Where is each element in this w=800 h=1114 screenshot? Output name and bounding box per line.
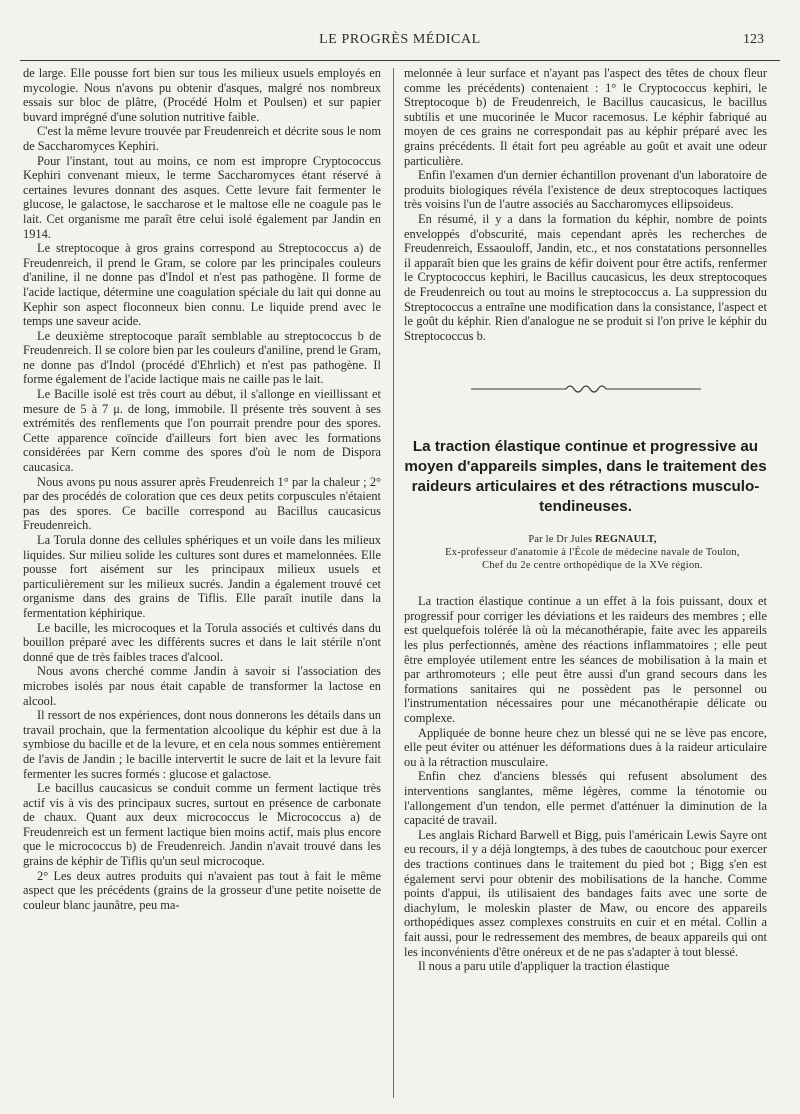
article-body xyxy=(404,594,767,973)
paragraph: Appliquée de bonne heure chez un blessé qui ne se lève pas encore, elle peut éviter ou atténuer les déformations dues à la raideur articulaire ou à la rétraction musculaire. xyxy=(404,725,767,769)
paragraph: Enfin chez d'anciens blessés qui refusent absolument des interventions sanglantes, même légères, comme la ténotomie ou l'allongement d'un tendon, elle permet d'atténuer la diminution de la capacité de travail. xyxy=(404,769,767,828)
paragraph: C'est la même levure trouvée par Freudenreich et décrite sous le nom de Saccharomyces Kephiri. xyxy=(23,124,381,153)
article-title: La traction élastique continue et progressive au moyen d'appareils simples, dans le traitement des raideurs articulaires et des rétractions musculo-tendineuses. xyxy=(404,438,767,516)
paragraph: La traction élastique continue a un effet à la fois puissant, doux et progressif pour corriger les déviations et les raideurs des membres ; elle est quelquefois tolérée là où la mécanothérapie, faite avec les appareils les plus perfectionnés, amène des réactions inflammatoires ; elle peut être employée utilement entre les séances de mobilisation à la main et par arthromoteurs ; elle peut être aussi d'un grand secours dans les formations sanitaires qui ne possèdent pas le personnel ou l'instrumentation nécessaires pour une mécanothérapie délicate ou complexe. xyxy=(404,594,767,726)
paragraph: 2° Les deux autres produits qui n'avaient pas tout à fait le même aspect que les précédents (grains de la grosseur d'une petite noisette de couleur blanc jaunâtre, peu ma- xyxy=(23,868,381,912)
byline-prefix: Par le Dr Jules xyxy=(528,534,593,546)
paragraph: Nous avons cherché comme Jandin à savoir si l'association des microbes isolés par nous était capable de transformer la lactose en alcool. xyxy=(23,664,381,708)
paragraph: Le bacillus caucasicus se conduit comme un ferment lactique très actif vis à vis des principaux sucres, surtout en présence de carbonate de chaux. Quant aux deux micrococcus le Micrococcus a) de Freudenreich est un ferment lactique bien moins actif, mais plus encore que le micrococcus b) de Freudenreich. Jandin n'avait trouvé dans les grains de képhir de Tiflis qu'un seul microcoque. xyxy=(23,781,381,869)
left-column xyxy=(23,66,381,912)
journal-title: LE PROGRÈS MÉDICAL xyxy=(319,32,481,47)
paragraph: Il ressort de nos expériences, dont nous donnerons les détails dans un travail prochain, que la fermentation alcoolique du képhir est due à la symbiose du bacille et de la levure, et en cela nous sommes entièrement de l'avis de Jandin ; le bacille intervertit le sucre de lait et la levure fait fermenter les sucres formés : glucose et galactose. xyxy=(23,708,381,781)
author-affiliation: Ex-professeur d'anatomie à l'École de médecine navale de Toulon, xyxy=(445,547,740,559)
paragraph: Enfin l'examen d'un dernier échantillon provenant d'un laboratoire de produits biologiques révéla l'existence de deux streptocoques lactiques très voisins l'un de l'autre associés au Saccharomyces ellipsoideus. xyxy=(404,168,767,212)
paragraph: Le streptocoque à gros grains correspond au Streptococcus a) de Freudenreich, il prend le Gram, se colore par les principales couleurs d'aniline, il ne donne pas d'Indol et n'est pas pathogène. Il forme de l'acide lactique, détermine une coagulation spéciale du lait qui donne au Kephir son aspect floconneux bien connu. Le liquide prend avec le temps une saveur acide. xyxy=(23,241,381,329)
paragraph: Il nous a paru utile d'appliquer la traction élastique xyxy=(418,959,670,974)
paragraph: Le Bacille isolé est très court au début, il s'allonge en vieillissant et mesure de 5 à 7 μ. de long, immobile. Il présente très souvent à ses extrémités des renflements que l'on pourrait prendre pour des spores. Cette apparence coïncide d'ailleurs fort bien avec les formations considérées par Kern comme des spores d'où le nom de Dispora caucasica. xyxy=(23,387,381,475)
paragraph: de large. Elle pousse fort bien sur tous les milieux usuels employés en mycologie. Nous n'avons pu obtenir d'asques, malgré nos nombreux essais sur bloc de plâtre, (Procédé Holm et Poulsen) et sur papier buvard imprégné d'une solution nutritive faible. xyxy=(23,66,381,124)
right-column xyxy=(404,66,767,974)
paragraph: Pour l'instant, tout au moins, ce nom est impropre Cryptococcus Kephiri convenant mieux, le terme Saccharomyces étant réservé à certaines levures donnant des asques. Cette levure fait fermenter le glucose, le galactose, le saccharose et le maltose elle ne coagule pas le lait. Cet organisme me paraît être celui isolé également par Jandin en 1914. xyxy=(23,153,381,241)
paragraph: En résumé, il y a dans la formation du képhir, nombre de points enveloppés d'obscurité, mais cependant après les recherches de Freudenreich, Essaouloff, Jandin, etc., et nos constatations personnelles il apparaît bien que les grains de kéfir doivent pour être actifs, renfermer le Cryptococcus kephiri, le Bacillus caucasicus, les deux streptocoques de Freudenreich ou tout au moins le streptococcus a. La suppression du Streptococcus a entraîne une modification dans la consistance, l'aspect et le goût du képhir. Rien d'analogue ne se produit si l'on prive le képhir du Streptococcus b. xyxy=(404,211,767,343)
header-rule xyxy=(20,60,780,61)
paragraph: Les anglais Richard Barwell et Bigg, puis l'américain Lewis Sayre ont eu recours, il y a déjà longtemps, à des tubes de caoutchouc pour exercer des tractions continues dans le traitement du pied bot ; Bigg s'en est également servi pour obtenir des mobilisations de la hanche. Comme points d'appui, ils utilisaient des bandages faits avec une sorte de diachylum, le moleskin plaster de Maw, ou encore des appareils orthopédiques assez complexes construits en cuir et en métal. Collin a fait aussi, pour le redressement des membres, de beaux appareils qui ont les inconvénients d'être onéreux et de ne pas s'adapter à tout blessé. xyxy=(404,827,767,959)
paragraph: Le deuxième streptocoque paraît semblable au streptococcus b de Freudenreich. Il se colore bien par les couleurs d'aniline, prend le Gram, ne donne pas d'Indol (procédé d'Ehrlich) et n'est pas pathogène. Il forme également de l'acide lactique mais ne caille pas le lait. xyxy=(23,328,381,387)
paragraph: La Torula donne des cellules sphériques et un voile dans les milieux liquides. Sur milieu solide les cultures sont dures et mamelonnées. Elle pousse fort aisément sur les principaux milieux usuels et particulièrement sur les milieux sucrés. Jandin a également trouvé cet organisme dans des grains de Tiflis. Elle paraît inutile dans la fermentation képhirique. xyxy=(23,533,381,620)
flourish-divider-icon xyxy=(471,383,701,395)
running-header xyxy=(0,32,800,54)
paragraph: Nous avons pu nous assurer après Freudenreich 1° par la chaleur ; 2° par des procédés de coloration que ces deux petits corpuscules n'étaient pas des spores. Ce bacille correspond au Bacillus caucasicus Freudenreich. xyxy=(23,474,381,533)
paragraph: melonnée à leur surface et n'ayant pas l'aspect des têtes de choux fleur comme les précédents) contenaient : 1° le Cryptococcus kephiri, le Streptocoque b) de Freudenreich, le Bacillus caucasicus, le bacillus subtilis et une mucorinée le Mucor racemosus. Le képhir fabriqué au moyen de ces grains ne correspondait pas au képhir préparé avec les grains précédents. Il était fort peu agréable au goût et avait une odeur particulière. xyxy=(404,66,767,168)
paragraph: Le bacille, les microcoques et la Torula associés et cultivés dans du bouillon préparé avec les différents sucres et dans le lait stérile n'ont donné que de très faibles traces d'alcool. xyxy=(23,620,381,664)
author-affiliation: Chef du 2e centre orthopédique de la XVe région. xyxy=(482,560,703,572)
author-name: REGNAULT, xyxy=(595,534,657,546)
byline xyxy=(404,533,767,546)
column-divider xyxy=(393,68,394,1098)
section-ornament xyxy=(404,383,767,397)
page-number: 123 xyxy=(743,32,764,47)
